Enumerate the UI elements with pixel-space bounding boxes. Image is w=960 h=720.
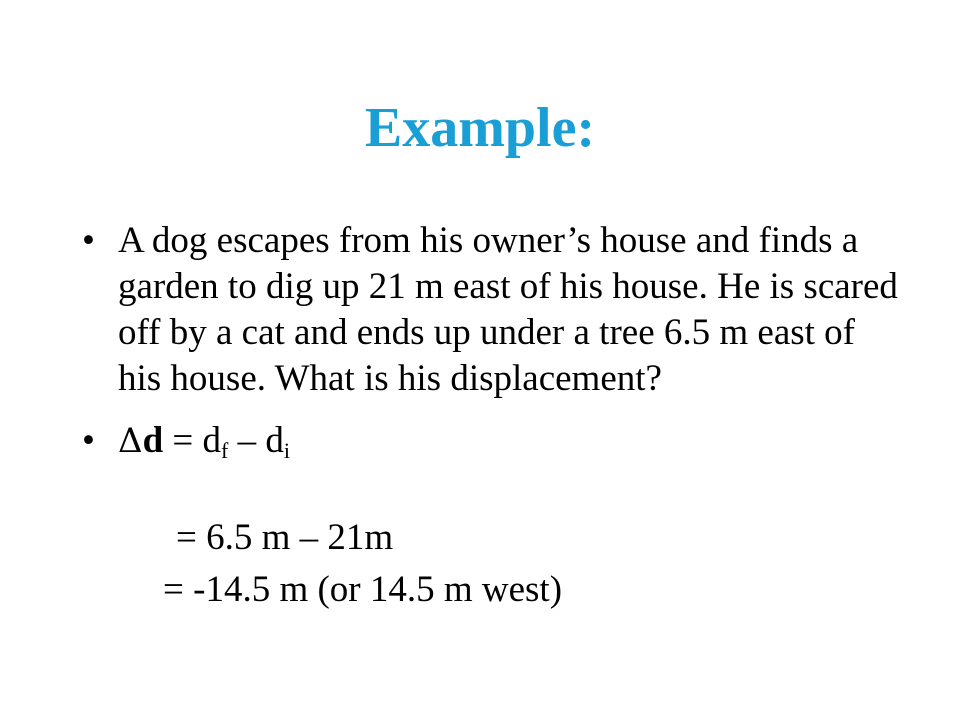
problem-text: A dog escapes from his owner’s house and finds a garden to dig up 21 m east of his house. He is scared off by a cat and ends up under a tree 6.5 m east of his house. What is his displacement? [118, 220, 898, 399]
bullet-icon: • [82, 420, 95, 461]
displacement-symbol: d [142, 420, 164, 461]
initial-position-var: d [265, 420, 284, 461]
equation-step-result: = -14.5 m (or 14.5 m west) [163, 569, 563, 610]
displacement-equation [80, 418, 900, 464]
equation-step-substitution: = 6.5 m – 21m [176, 517, 394, 558]
slide-title: Example: [364, 97, 596, 159]
bullet-icon: • [82, 220, 95, 261]
problem-statement [80, 218, 900, 402]
initial-subscript: i [283, 438, 290, 463]
minus-sign: – [228, 420, 266, 461]
final-position-var: d [202, 420, 222, 461]
bullet-list [80, 218, 900, 464]
final-subscript: f [221, 438, 229, 463]
delta-symbol: Δ [118, 421, 143, 461]
equals-sign: = [163, 420, 203, 461]
